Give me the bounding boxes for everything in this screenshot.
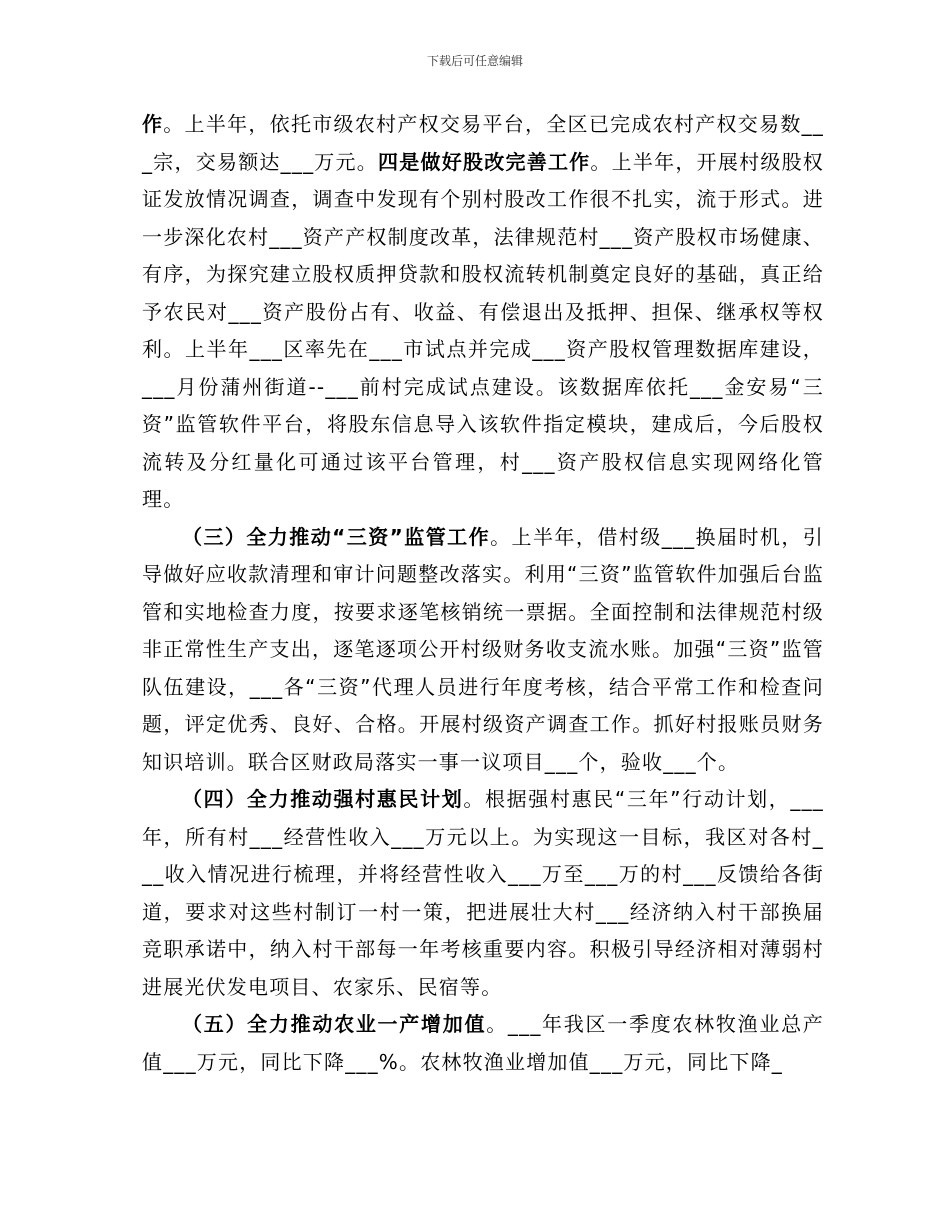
text-run: 。上半年，依托市级农村产权交易平台，全区已完成农村产权交易数___宗，交易额达___万元。 — [142, 112, 824, 174]
page-header: 下载后可任意编辑 — [426, 54, 523, 68]
document-body — [142, 106, 824, 1081]
text-run: 。根据强村惠民“三年”行动计划，___年，所有村___经营性收入___万元以上。为实现这一目标，我区对各村___收入情况进行梳理，并将经营性收入___万至___万的村___反馈给各街道，要求对这些村制订一村一策，把进展壮大村___经济纳入村干部换届竞职承诺中，纳入村干部每一年考核重要内容。积极引导经济相对薄弱村进展光伏发电项目、农家乐、民宿等。 — [142, 787, 824, 999]
section-heading: （三）全力推动“三资”监管工作 — [182, 524, 491, 549]
section-heading: （四）全力推动强村惠民计划 — [182, 787, 464, 811]
section-heading: （五）全力推动农业一产增加值 — [182, 1012, 487, 1036]
text-run: 。上半年，借村级___换届时机，引导做好应收款清理和审计问题整改落实。利用“三资”监管软件加强后台监管和实地检查力度，按要求逐笔核销统一票据。全面控制和法律规范村级非正常性生产支出，逐笔逐项公开村级财务收支流水账。加强“三资”监管队伍建设，___各“三资”代理人员进行年度考核，结合平常工作和检查问题，评定优秀、良好、合格。开展村级资产调查工作。抓好村报账员财务知识培训。联合区财政局落实一事一议项目___个，验收___个。 — [142, 524, 825, 774]
paragraph — [142, 1006, 824, 1081]
paragraph — [142, 781, 824, 1006]
text-run: 。上半年，开展村级股权证发放情况调查，调查中发现有个别村股改工作很不扎实，流于形式。进一步深化农村___资产产权制度改革，法律规范村___资产股权市场健康、有序，为探究建立股权质押贷款和股权流转机制奠定良好的基础，真正给予农民对___资产股份占有、收益、有偿退出及抵押、担保、继承权等权利。上半年___区率先在___市试点并完成___资产股权管理数据库建设，___月份蒲州街道--___前村完成试点建设。该数据库依托___金安易“三资”监管软件平台，将股东信息导入该软件指定模块，建成后，今后股权流转及分红量化可通过该平台管理，村___资产股权信息实现网络化管理。 — [142, 149, 825, 511]
bold-run: 作 — [142, 112, 164, 136]
bold-run: 四是做好股改完善工作 — [378, 149, 591, 174]
paragraph — [142, 106, 824, 519]
text-run: 。___年我区一季度农林牧渔业总产值___万元，同比下降___%。农林牧渔业增加值___万元，同比下降_ — [142, 1012, 824, 1074]
paragraph — [142, 519, 824, 782]
